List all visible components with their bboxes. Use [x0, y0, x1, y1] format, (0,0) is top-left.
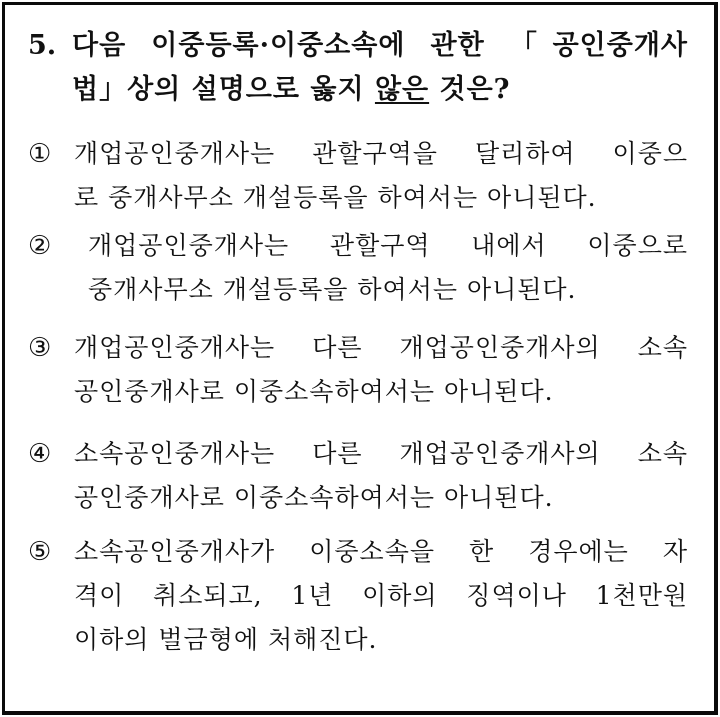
option-2[interactable] [28, 224, 688, 312]
option-3-marker: ③ [28, 333, 52, 363]
option-1-text-2: 로 중개사무소 개설등록을 하여서는 아니된다. [74, 183, 597, 212]
question-number: 5. [28, 30, 57, 61]
option-4-marker: ④ [28, 439, 52, 469]
option-1-line-1 [28, 132, 688, 176]
option-3-text-1: 개업공인중개사는 다른 개업공인중개사의 소속 [74, 333, 688, 362]
option-1-marker: ① [28, 139, 52, 169]
option-3[interactable] [28, 326, 688, 414]
question-text-2b: 것은? [429, 74, 511, 105]
option-2-marker: ② [28, 231, 52, 261]
option-4-line-1 [28, 432, 688, 476]
option-5-text-1: 소속공인중개사가 이중소속을 한 경우에는 자 [74, 537, 688, 566]
option-2-text-1: 개업공인중개사는 관할구역 내에서 이중으로 [88, 231, 688, 260]
option-1[interactable] [28, 132, 688, 220]
question-text-1: 다음 이중등록·이중소속에 관한 「공인중개사 [72, 30, 688, 61]
option-5-marker: ⑤ [28, 537, 52, 567]
option-5-line-1 [28, 530, 688, 574]
question-text-2a: 법」상의 설명으로 옳지 [72, 74, 375, 105]
option-4-text-2: 공인중개사로 이중소속하여서는 아니된다. [74, 483, 554, 512]
option-5-text-2: 격이 취소되고, 1년 이하의 징역이나 1천만원 [74, 581, 688, 610]
option-2-line-1 [28, 224, 688, 268]
question-stem [28, 24, 688, 112]
option-5[interactable] [28, 530, 688, 662]
option-5-text-3: 이하의 벌금형에 처해진다. [74, 625, 378, 654]
question-underlined-word: 않은 [374, 74, 430, 105]
question-line-1 [28, 24, 688, 68]
question-line-2 [72, 68, 688, 112]
option-3-line-1 [28, 326, 688, 370]
option-1-text-1: 개업공인중개사는 관할구역을 달리하여 이중으 [74, 139, 688, 168]
option-3-text-2: 공인중개사로 이중소속하여서는 아니된다. [74, 377, 554, 406]
option-2-text-2: 중개사무소 개설등록을 하여서는 아니된다. [88, 275, 577, 304]
option-4[interactable] [28, 432, 688, 520]
option-4-text-1: 소속공인중개사는 다른 개업공인중개사의 소속 [74, 439, 688, 468]
